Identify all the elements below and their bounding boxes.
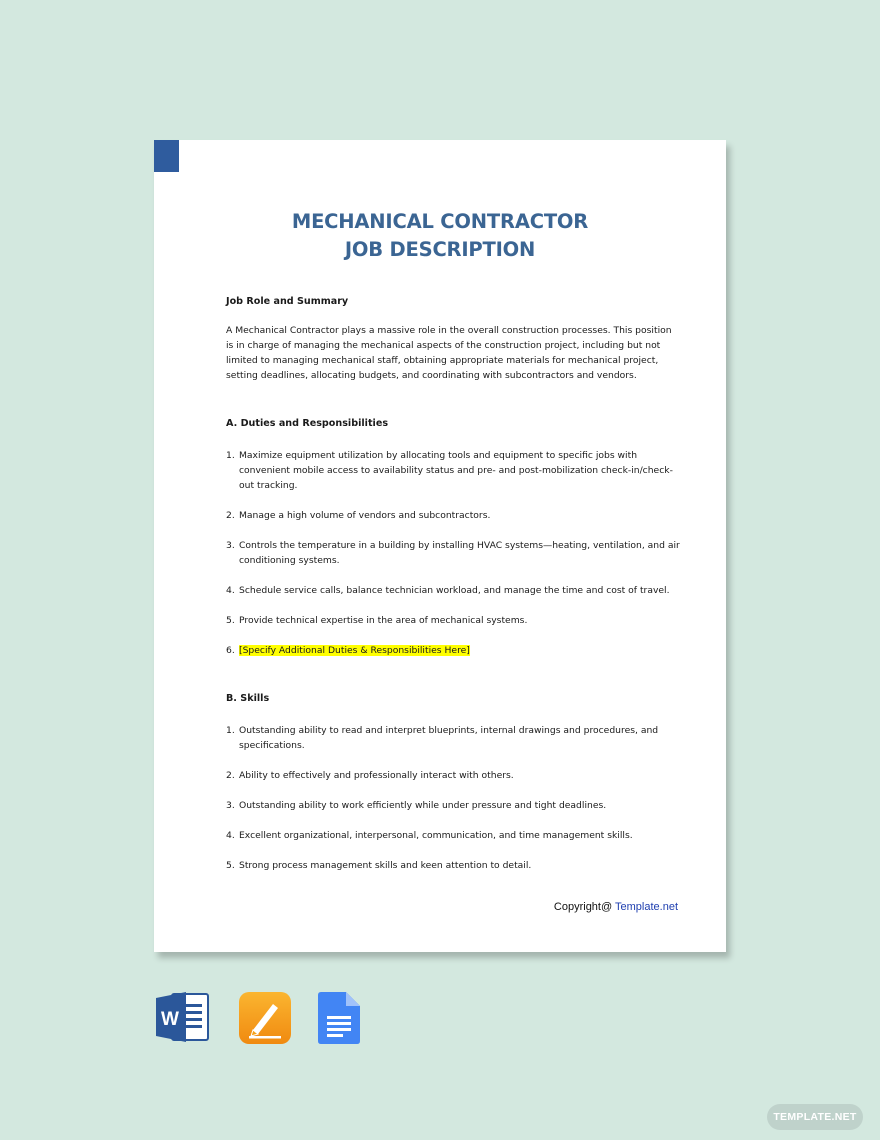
duties-heading: A. Duties and Responsibilities [226,418,389,429]
list-item: 5. Strong process management skills and keen attention to detail. [226,860,532,871]
list-item: 5. Provide technical expertise in the area of mechanical systems. [226,615,528,626]
google-docs-icon[interactable] [318,992,360,1049]
copyright-link[interactable]: Template.net [615,901,678,913]
svg-text:W: W [161,1009,179,1030]
list-item: 3. Outstanding ability to work efficiently while under pressure and tight deadlines. [226,800,607,811]
skills-list [226,723,680,873]
copyright-prefix: Copyright@ [553,901,616,913]
placeholder-highlight[interactable]: [Specify Additional Duties & Responsibilities Here] [239,645,470,656]
skills-heading: B. Skills [226,693,270,704]
list-item: 1. Outstanding ability to read and interpret blueprints, internal drawings and procedures, and specifications. [226,725,659,751]
summary-text: A Mechanical Contractor plays a massive role in the overall construction processes. This position is in charge of managing the mechanical aspects of the construction project, including but not limited to managing mechanical staff, obtaining appropriate materials for mechanical project, setting deadlines, allocating budgets, and coordinating with subcontractors and vendors. [226,325,672,381]
template-net-badge[interactable]: TEMPLATE.NET [767,1104,863,1130]
corner-tab [154,140,179,172]
document-page [154,140,726,952]
document-title [154,208,726,264]
list-item: 6. [Specify Additional Duties & Responsibilities Here] [226,645,470,656]
list-item: 1. Maximize equipment utilization by allocating tools and equipment to specific jobs with convenient mobile access to availability status and pre- and post-mobilization check-in/check-out tracking. [226,450,673,491]
word-icon[interactable] [156,992,210,1047]
summary-heading: Job Role and Summary [226,296,349,307]
duties-list [226,448,680,658]
copyright [554,901,678,913]
title-line-1: MECHANICAL CONTRACTOR [291,210,589,233]
list-item: 4. Schedule service calls, balance technician workload, and manage the time and cost of travel. [226,585,670,596]
list-item: 2. Manage a high volume of vendors and subcontractors. [226,510,491,521]
list-item: 2. Ability to effectively and professionally interact with others. [226,770,514,781]
title-line-2: JOB DESCRIPTION [344,238,536,261]
pages-icon[interactable] [239,992,291,1049]
list-item: 4. Excellent organizational, interpersonal, communication, and time management skills. [226,830,633,841]
list-item: 3. Controls the temperature in a building by installing HVAC systems—heating, ventilation, and air conditioning systems. [226,540,680,566]
document-body [226,294,680,888]
